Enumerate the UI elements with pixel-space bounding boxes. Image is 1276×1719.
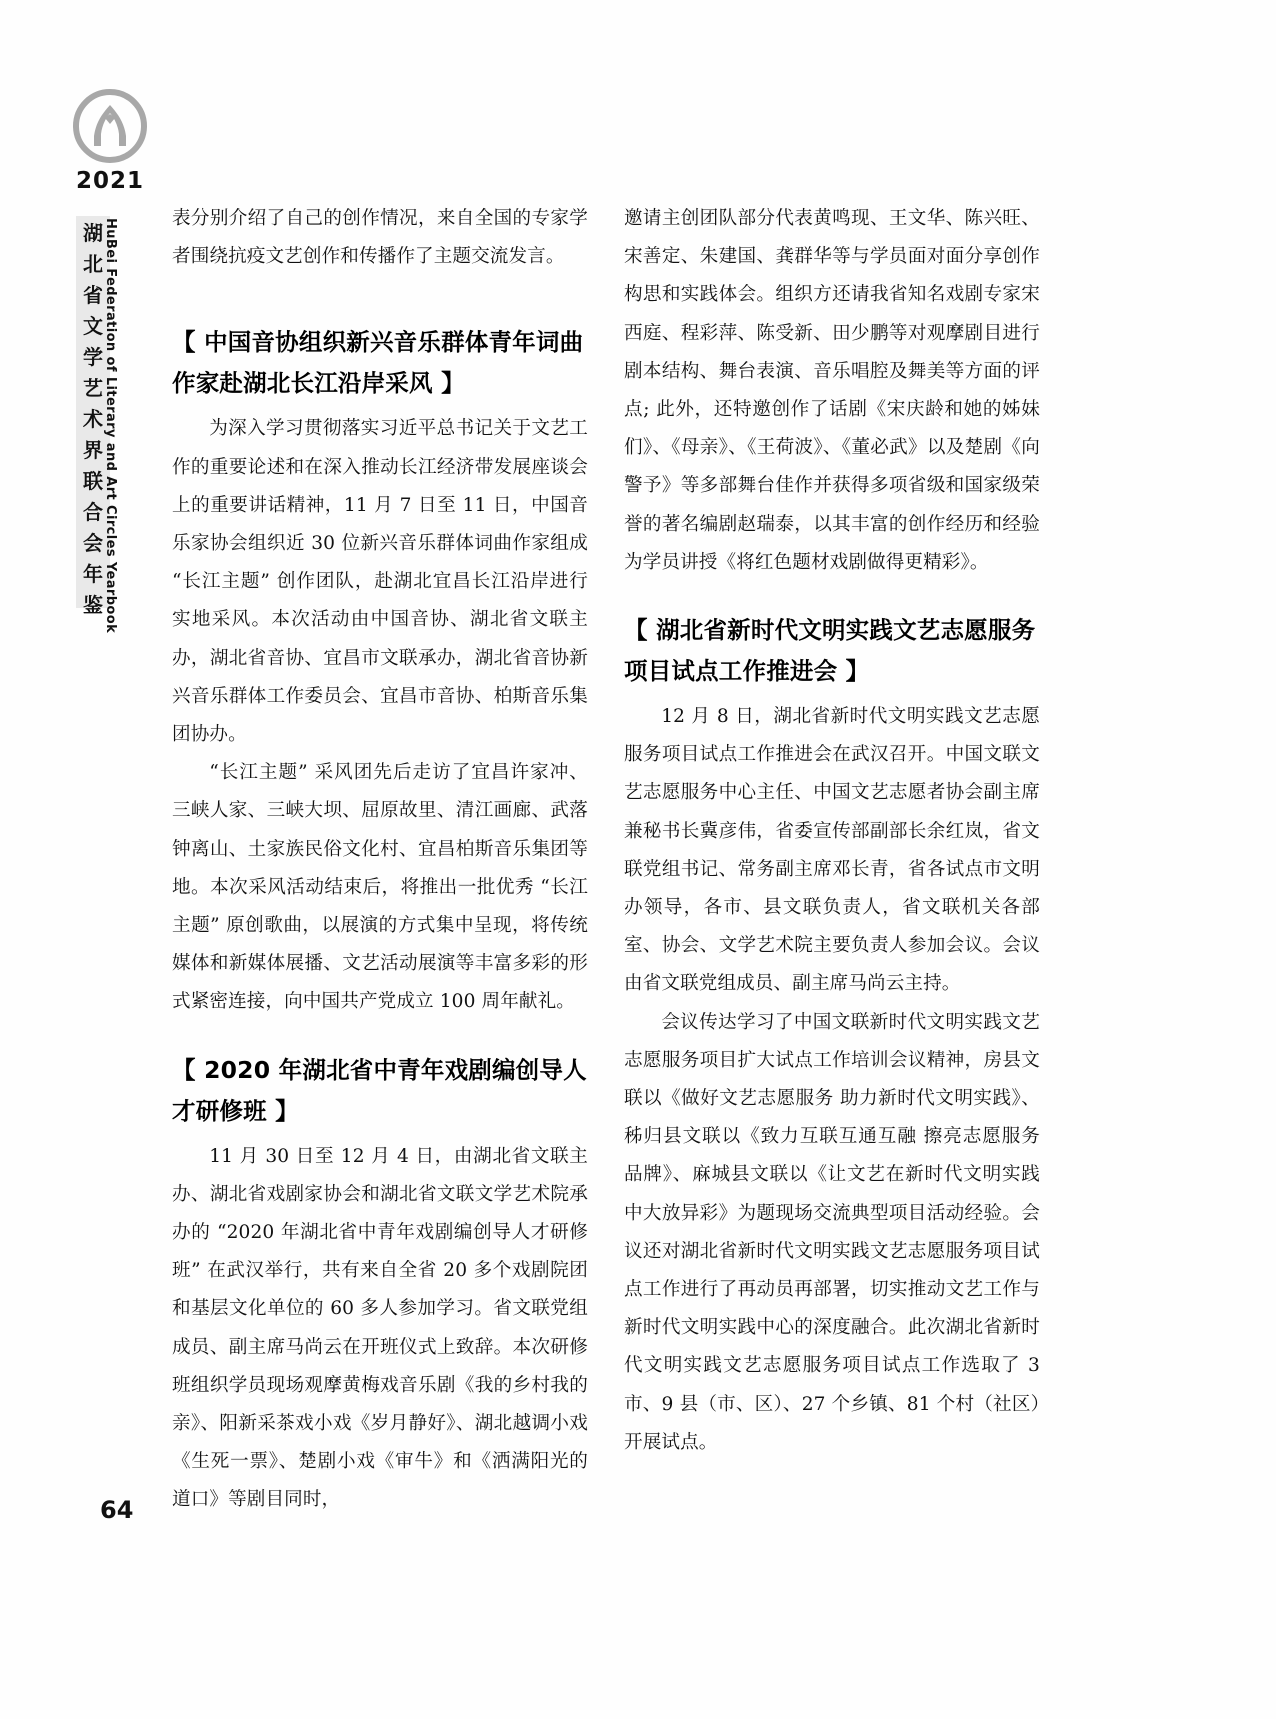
section-heading-drama-training-class: 【 2020 年湖北省中青年戏剧编创导人才研修班 】 — [172, 1055, 587, 1125]
masthead-title-cn-char: 界 — [83, 438, 103, 462]
masthead-title-cn-char: 学 — [83, 345, 103, 369]
section-heading-music-association: 【 中国音协组织新兴音乐群体青年词曲作家赴湖北长江沿岸采风 】 — [172, 328, 584, 398]
paragraph: 12 月 8 日，湖北省新时代文明实践文艺志愿服务项目试点工作推进会在武汉召开。中国文联文艺志愿服务中心主任、中国文艺志愿者协会副主席兼秘书长冀彦伟，省委宣传部副部长余红岚，省文联党组书记、常务副主席邓长青，省各试点市文明办领导，各市、县文联负责人，省文联机关各部室、协会、文学艺术院主要负责人参加会议。会议由省文联党组成员、副主席马尚云主持。 — [624, 706, 1040, 995]
right-column — [624, 200, 1040, 1462]
masthead — [62, 88, 182, 634]
masthead-title-cn-char: 术 — [83, 407, 103, 431]
masthead-title-cn-char: 合 — [83, 500, 103, 524]
masthead-title-cn-char: 艺 — [83, 376, 103, 400]
paragraph-continued-left: 表分别介绍了自己的创作情况，来自全国的专家学者围绕抗疫文艺创作和传播作了主题交流发言。 — [172, 208, 588, 268]
paragraph-continued-right: 邀请主创团队部分代表黄鸣现、王文华、陈兴旺、宋善定、朱建国、龚群华等与学员面对面分享创作构思和实践体会。组织方还请我省知名戏剧专家宋西庭、程彩萍、陈受新、田少鹏等对观摩剧目进行剧本结构、舞台表演、音乐唱腔及舞美等方面的评点; 此外，还特邀创作了话剧《宋庆龄和她的姊妹们》、《母亲》、《王荷波》、《董必武》以及楚剧《向警予》等多部舞台佳作并获得多项省级和国家级荣誉的著名编剧赵瑞泰，以其丰富的创作经历和经验为学员讲授《将红色题材戏剧做得更精彩》。 — [624, 208, 1040, 573]
masthead-title-cn-char: 年 — [83, 562, 103, 586]
paragraph: 为深入学习贯彻落实习近平总书记关于文艺工作的重要论述和在深入推动长江经济带发展座谈会上的重要讲话精神，11 月 7 日至 11 日，中国音乐家协会组织近 30 位新兴音乐群体词曲作家组成 “长江主题” 创作团队，赴湖北宜昌长江沿岸进行实地采风。本次活动由中国音协、湖北省文联主办，湖北省音协、宜昌市文联承办，湖北省音协新兴音乐群体工作委员会、宜昌市音协、柏斯音乐集团协办。 — [172, 418, 588, 746]
masthead-title-cn-char: 鉴 — [83, 593, 103, 617]
masthead-title-cn-char: 省 — [83, 283, 103, 307]
left-column — [172, 200, 588, 1520]
masthead-title-cn-char: 湖 — [83, 221, 103, 245]
masthead-year: 2021 — [75, 168, 144, 194]
masthead-title-cn-char: 会 — [83, 531, 103, 555]
paragraph: 会议传达学习了中国文联新时代文明实践文艺志愿服务项目扩大试点工作培训会议精神，房县文联以《做好文艺志愿服务 助力新时代文明实践》、秭归县文联以《致力互联互通互融 擦亮志愿服务品牌》、麻城县文联以《让文艺在新时代文明实践中大放异彩》为题现场交流典型项目活动经验。会议还对湖北省新时代文明实践文艺志愿服务项目试点工作进行了再动员再部署，切实推动文艺工作与新时代文明实践中心的深度融合。此次湖北省新时代文明实践文艺志愿服务项目试点工作选取了 3 市、9 县（市、区）、27 个乡镇、81 个村（社区）开展试点。 — [624, 1011, 1040, 1453]
masthead-title-cn-char: 联 — [83, 469, 103, 493]
masthead-title-cn-char: 文 — [83, 314, 103, 338]
masthead-title-cn-char: 北 — [83, 252, 103, 276]
paragraph: 11 月 30 日至 12 月 4 日，由湖北省文联主办、湖北省戏剧家协会和湖北省文联文学艺术院承办的 “2020 年湖北省中青年戏剧编创导人才研修班” 在武汉举行，共有来自全省 20 多个戏剧院团和基层文化单位的 60 多人参加学习。省文联党组成员、副主席马尚云在开班仪式上致辞。本次研修班组织学员现场观摩黄梅戏音乐剧《我的乡村我的亲》、阳新采茶戏小戏《岁月静好》、湖北越调小戏《生死一票》、楚剧小戏《审牛》和《洒满阳光的道口》等剧目同时， — [172, 1145, 588, 1511]
page-number: 64 — [100, 1496, 134, 1524]
section-heading-civilization-practice-meeting: 【 湖北省新时代文明实践文艺志愿服务项目试点工作推进会 】 — [624, 616, 1036, 686]
hubei-federation-emblem-icon — [72, 88, 148, 164]
masthead-title-en: HuBei Federation of Literary and Art Circles Yearbook — [103, 218, 118, 634]
paragraph: “长江主题” 采风团先后走访了宜昌许家冲、三峡人家、三峡大坝、屈原故里、清江画廊、武落钟离山、土家族民俗文化村、宜昌柏斯音乐集团等地。本次采风活动结束后，将推出一批优秀 “长江主题” 原创歌曲，以展演的方式集中呈现，将传统媒体和新媒体展播、文艺活动展演等丰富多彩的形式紧密连接，向中国共产党成立 100 周年献礼。 — [172, 762, 588, 1013]
